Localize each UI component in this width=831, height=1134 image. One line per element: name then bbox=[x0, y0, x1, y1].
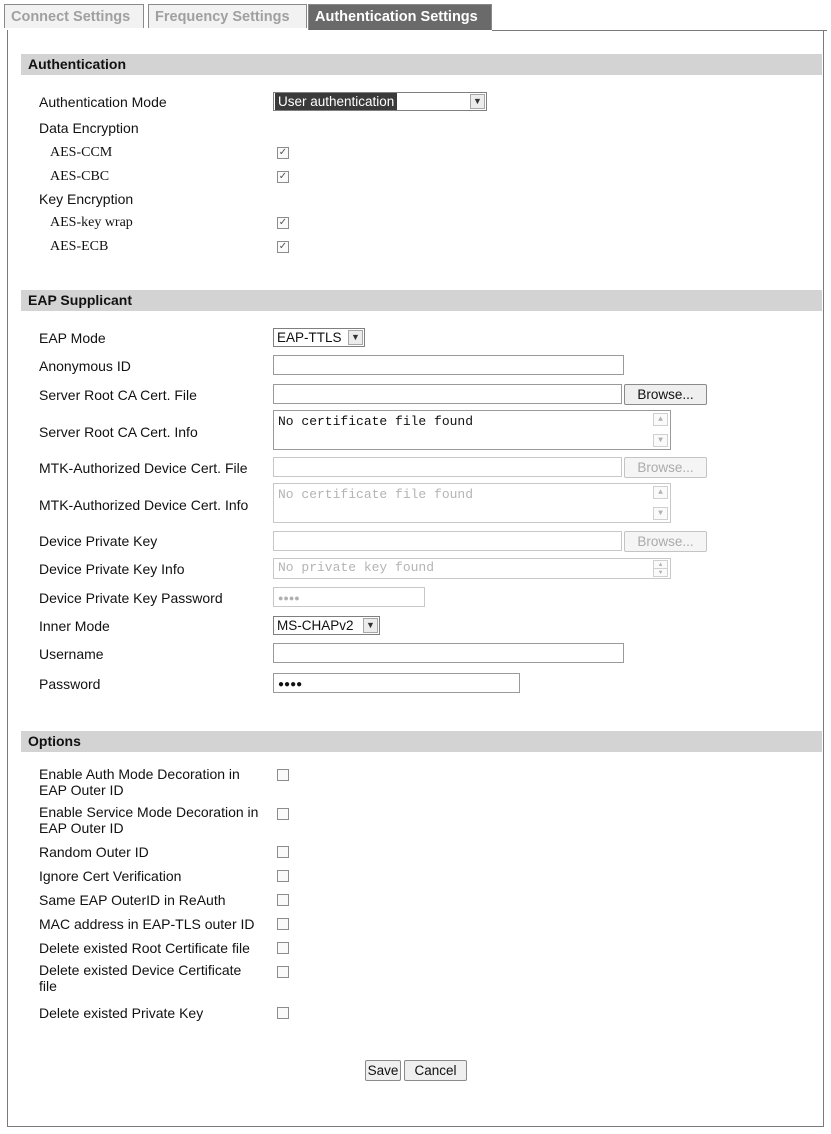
option-delete-device-cert-label: Delete existed Device Certificate file bbox=[39, 962, 242, 994]
server-ca-info-text: No certificate file found bbox=[278, 414, 474, 429]
aes-cbc-label: AES-CBC bbox=[50, 169, 110, 184]
server-ca-info-textarea[interactable] bbox=[273, 410, 671, 450]
section-header-options: Options bbox=[21, 731, 822, 752]
option-auth-mode-decoration-checkbox[interactable] bbox=[277, 769, 289, 781]
anonymous-id-label: Anonymous ID bbox=[39, 358, 131, 374]
private-key-label: Device Private Key bbox=[39, 533, 158, 549]
option-delete-private-key-label: Delete existed Private Key bbox=[39, 1005, 204, 1021]
server-ca-info-label: Server Root CA Cert. Info bbox=[39, 424, 198, 440]
tab-authentication-settings[interactable]: Authentication Settings bbox=[308, 4, 492, 30]
option-mac-address-checkbox[interactable] bbox=[277, 918, 289, 930]
inner-mode-label: Inner Mode bbox=[39, 618, 110, 634]
tab-connect-settings[interactable]: Connect Settings bbox=[4, 4, 144, 28]
tab-frequency-settings[interactable]: Frequency Settings bbox=[148, 4, 307, 28]
chevron-down-icon: ▼ bbox=[363, 618, 378, 633]
scroll-down-icon[interactable]: ▼ bbox=[653, 434, 668, 447]
textarea-scrollbar[interactable] bbox=[653, 413, 668, 447]
checkmark-icon: ✓ bbox=[278, 171, 288, 182]
option-delete-root-cert-label: Delete existed Root Certificate file bbox=[39, 940, 250, 956]
private-key-password-label: Device Private Key Password bbox=[39, 590, 223, 606]
checkmark-icon: ✓ bbox=[278, 147, 288, 158]
aes-ccm-checkbox[interactable] bbox=[277, 147, 289, 159]
private-key-password-dots: ●●●● bbox=[278, 593, 300, 603]
chevron-down-icon: ▼ bbox=[470, 94, 485, 109]
username-label: Username bbox=[39, 646, 104, 662]
tab-bar bbox=[4, 4, 827, 30]
auth-mode-label: Authentication Mode bbox=[39, 94, 167, 110]
textarea-scrollbar[interactable] bbox=[653, 486, 668, 520]
chevron-down-icon: ▼ bbox=[348, 330, 363, 345]
option-service-mode-decoration-label: Enable Service Mode Decoration in EAP Outer ID bbox=[39, 804, 259, 836]
option-ignore-cert-label: Ignore Cert Verification bbox=[39, 868, 182, 884]
option-ignore-cert-checkbox[interactable] bbox=[277, 870, 289, 882]
server-ca-file-label: Server Root CA Cert. File bbox=[39, 387, 197, 403]
option-mac-address-label: MAC address in EAP-TLS outer ID bbox=[39, 916, 255, 932]
option-delete-private-key-checkbox[interactable] bbox=[277, 1007, 289, 1019]
private-key-browse-button[interactable]: Browse... bbox=[624, 531, 707, 552]
private-key-input[interactable] bbox=[273, 531, 622, 551]
save-button[interactable]: Save bbox=[365, 1060, 401, 1081]
aes-ccm-label: AES-CCM bbox=[50, 145, 113, 160]
private-key-password-input[interactable] bbox=[273, 587, 425, 607]
scroll-down-icon[interactable]: ▼ bbox=[653, 507, 668, 520]
device-cert-browse-button[interactable]: Browse... bbox=[624, 457, 707, 478]
option-auth-mode-decoration-label: Enable Auth Mode Decoration in EAP Outer ID bbox=[39, 766, 240, 798]
device-cert-file-input[interactable] bbox=[273, 457, 622, 477]
auth-mode-value: User authentication bbox=[275, 93, 397, 110]
device-cert-info-label: MTK-Authorized Device Cert. Info bbox=[39, 497, 249, 513]
device-cert-file-label: MTK-Authorized Device Cert. File bbox=[39, 460, 248, 476]
aes-keywrap-label: AES-key wrap bbox=[50, 215, 133, 230]
cancel-button[interactable]: Cancel bbox=[404, 1060, 467, 1081]
aes-keywrap-checkbox[interactable] bbox=[277, 217, 289, 229]
option-same-outerid-label: Same EAP OuterID in ReAuth bbox=[39, 892, 226, 908]
checkmark-icon: ✓ bbox=[278, 241, 288, 252]
textarea-scrollbar[interactable] bbox=[653, 560, 668, 577]
scroll-up-icon[interactable]: ▲ bbox=[653, 486, 668, 499]
section-header-authentication: Authentication bbox=[21, 54, 822, 75]
device-cert-info-textarea[interactable] bbox=[273, 483, 671, 523]
data-encryption-label: Data Encryption bbox=[39, 120, 139, 136]
eap-mode-select[interactable] bbox=[273, 328, 365, 347]
aes-cbc-checkbox[interactable] bbox=[277, 171, 289, 183]
eap-mode-label: EAP Mode bbox=[39, 330, 106, 346]
anonymous-id-input[interactable] bbox=[273, 355, 624, 375]
scroll-down-icon[interactable]: ▼ bbox=[653, 568, 668, 577]
device-cert-info-text: No certificate file found bbox=[278, 487, 474, 502]
server-ca-file-input[interactable] bbox=[273, 384, 622, 404]
option-same-outerid-checkbox[interactable] bbox=[277, 894, 289, 906]
aes-ecb-checkbox[interactable] bbox=[277, 241, 289, 253]
option-delete-root-cert-checkbox[interactable] bbox=[277, 942, 289, 954]
checkmark-icon: ✓ bbox=[278, 217, 288, 228]
key-encryption-label: Key Encryption bbox=[39, 191, 134, 207]
auth-mode-select[interactable] bbox=[273, 92, 487, 111]
password-label: Password bbox=[39, 676, 101, 692]
aes-ecb-label: AES-ECB bbox=[50, 239, 109, 254]
section-header-eap-supplicant: EAP Supplicant bbox=[21, 290, 822, 311]
private-key-info-textarea[interactable] bbox=[273, 558, 671, 579]
password-dots: ●●●● bbox=[278, 679, 303, 690]
option-delete-device-cert-checkbox[interactable] bbox=[277, 966, 289, 978]
private-key-info-text: No private key found bbox=[278, 560, 435, 575]
password-input[interactable] bbox=[273, 673, 520, 693]
username-input[interactable] bbox=[273, 643, 624, 663]
option-random-outer-id-checkbox[interactable] bbox=[277, 846, 289, 858]
eap-mode-value: EAP-TTLS bbox=[277, 330, 342, 345]
scroll-up-icon[interactable]: ▲ bbox=[653, 560, 668, 569]
option-service-mode-decoration-checkbox[interactable] bbox=[277, 808, 289, 820]
private-key-info-label: Device Private Key Info bbox=[39, 561, 185, 577]
server-ca-browse-button[interactable]: Browse... bbox=[624, 384, 707, 405]
inner-mode-value: MS-CHAPv2 bbox=[277, 618, 354, 633]
scroll-up-icon[interactable]: ▲ bbox=[653, 413, 668, 426]
inner-mode-select[interactable] bbox=[273, 616, 380, 635]
option-random-outer-id-label: Random Outer ID bbox=[39, 844, 149, 860]
